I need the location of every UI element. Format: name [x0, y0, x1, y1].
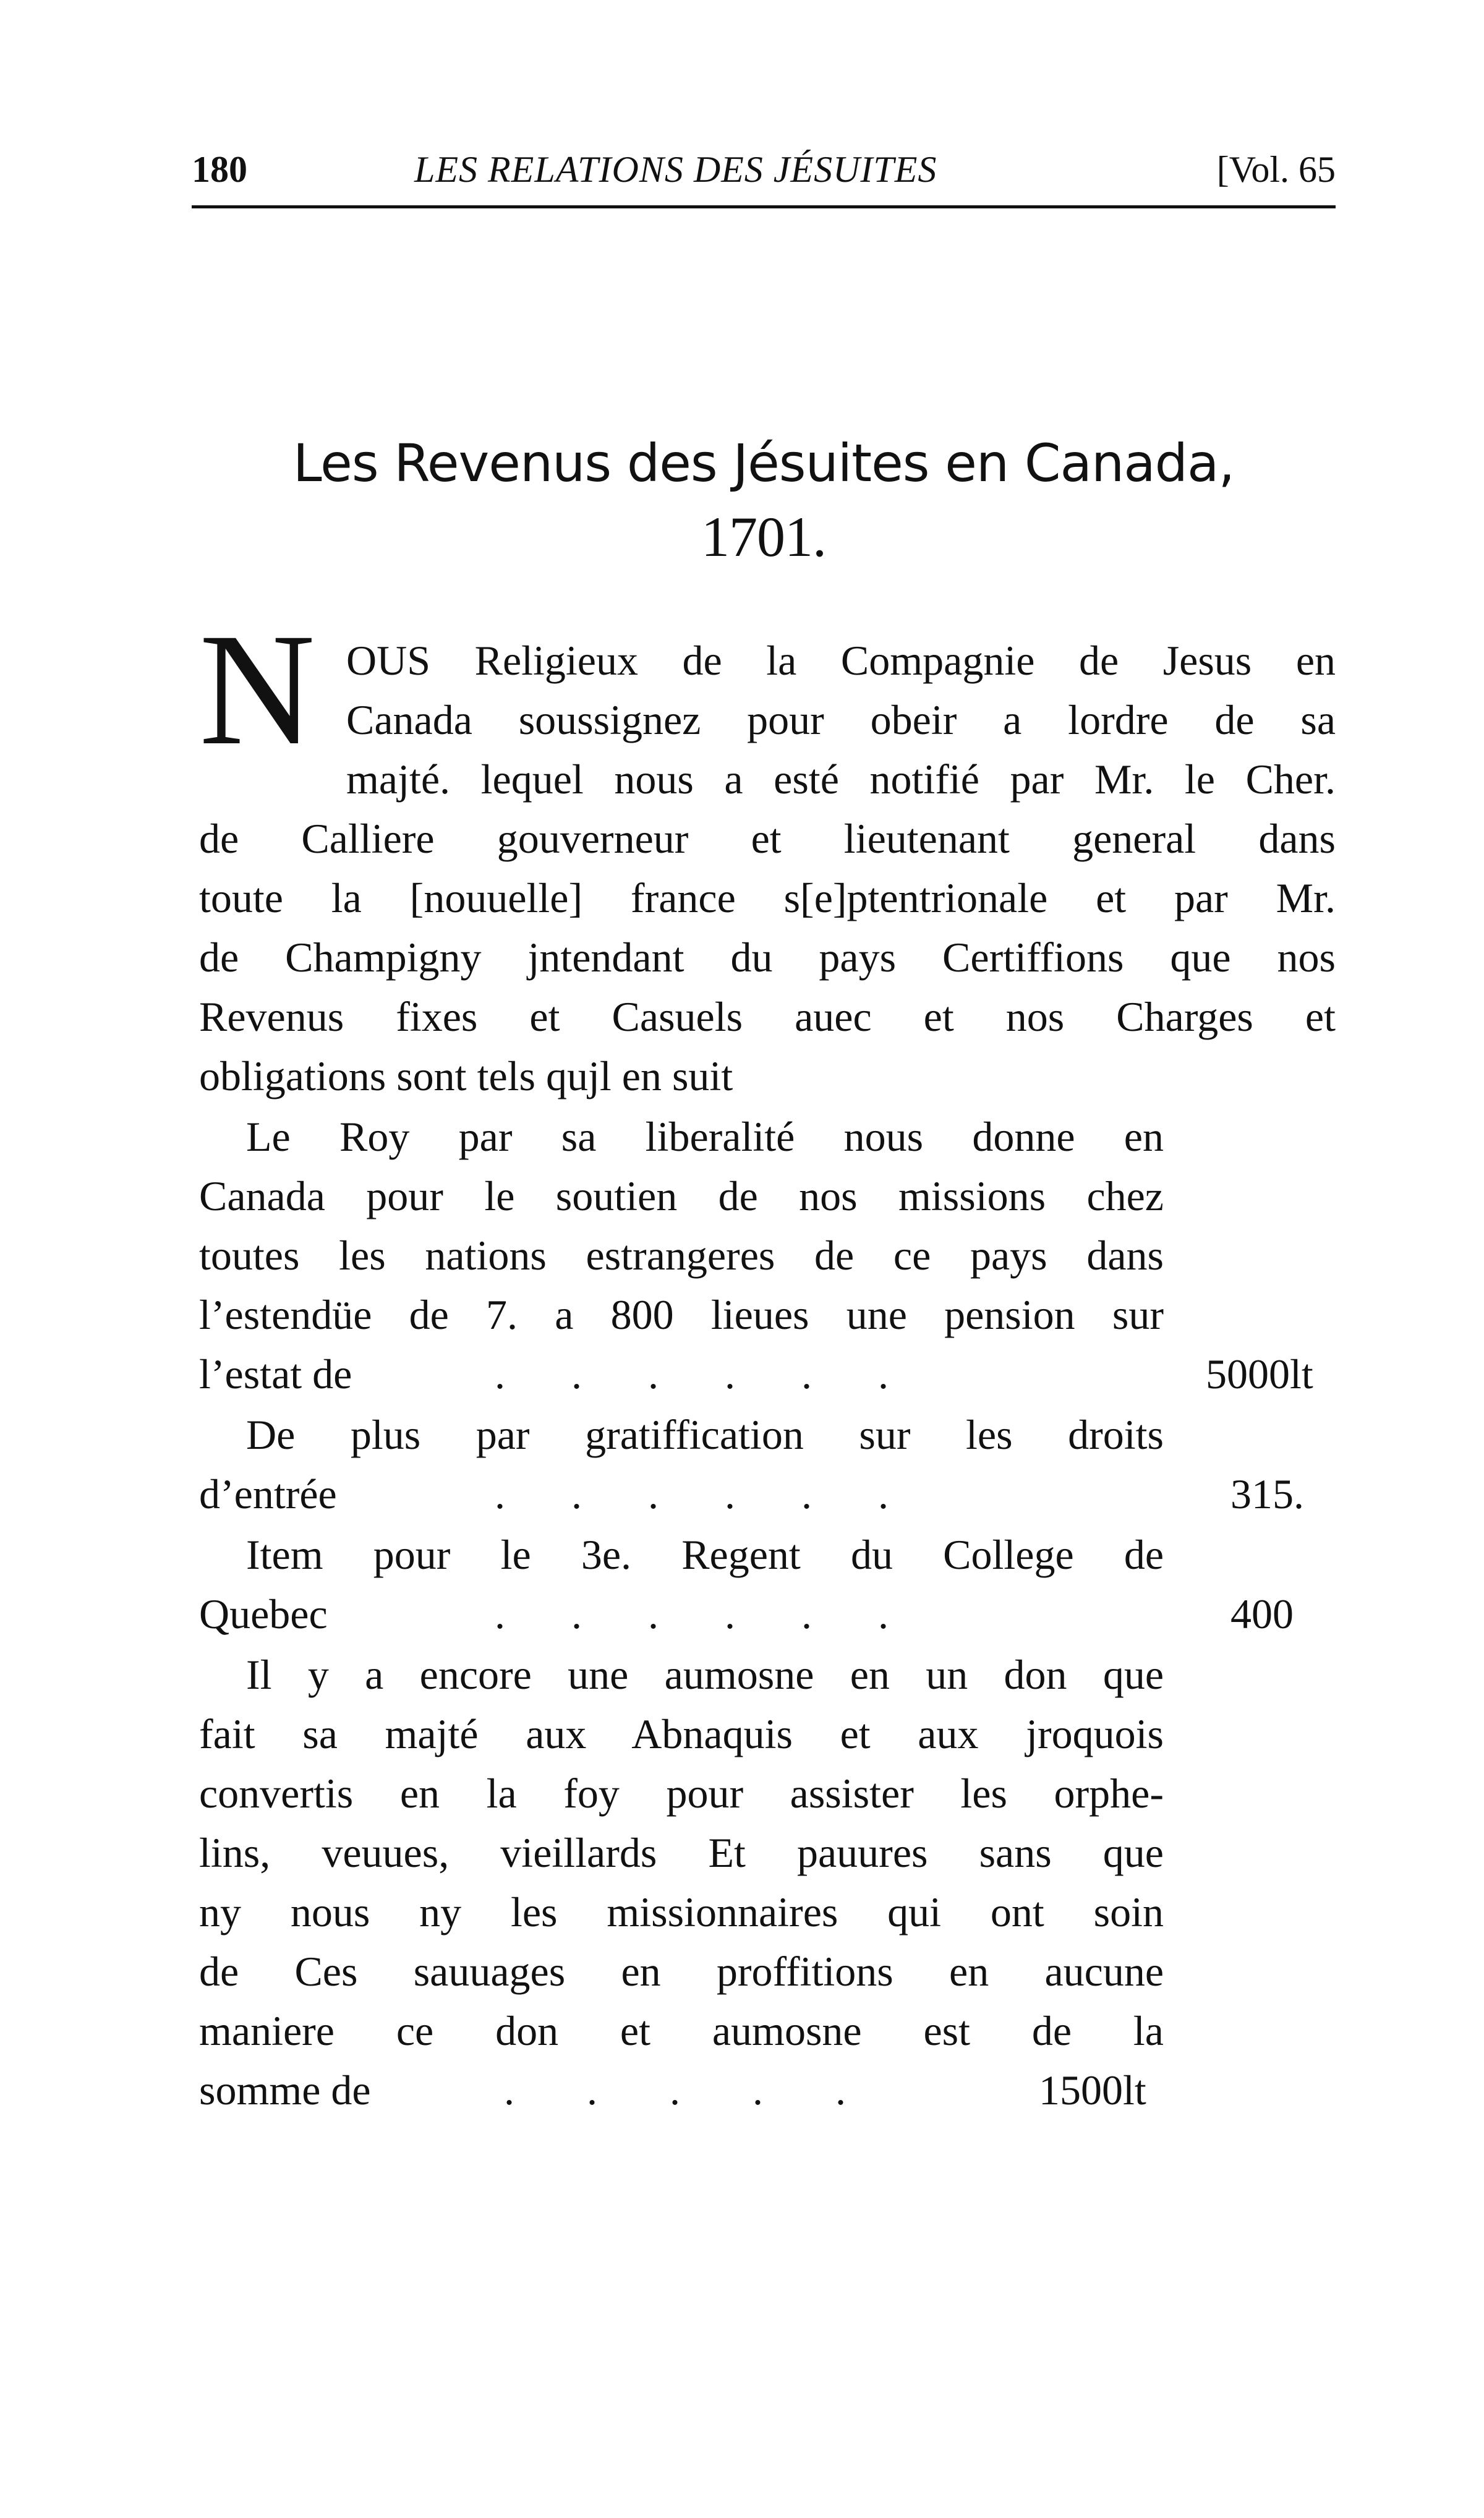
- amount-value: 1500lt: [1039, 2067, 1146, 2114]
- text-line: Revenus fixes et Casuels auec et nos Charges et: [199, 993, 1336, 1040]
- amount-value: 5000lt: [1206, 1351, 1313, 1398]
- text-line: Le Roy par sa liberalité nous donne en: [246, 1113, 1164, 1160]
- text-line: OUS Religieux de la Compagnie de Jesus en: [346, 637, 1336, 684]
- text-line: convertis en la foy pour assister les orphe-: [199, 1770, 1164, 1817]
- document-year: 1701.: [701, 505, 826, 568]
- text-line: toutes les nations estrangeres de ce pays dans: [199, 1232, 1164, 1279]
- amount-value: 315.: [1230, 1470, 1304, 1517]
- drop-cap: N: [199, 600, 315, 779]
- text-line: ny nous ny les missionnaires qui ont soin: [199, 1889, 1164, 1935]
- running-head: [192, 142, 1336, 198]
- text-line: somme de: [199, 2067, 371, 2114]
- page-number: 180: [192, 149, 247, 190]
- text-line: Item pour le 3e. Regent du College de: [246, 1531, 1164, 1578]
- text-line: d’entrée: [199, 1470, 337, 1517]
- text-line: Quebec: [199, 1590, 328, 1637]
- text-line: majté. lequel nous a esté notifié par Mr. le Cher.: [346, 756, 1336, 803]
- dot-leader: . . . . . .: [495, 1470, 889, 1517]
- document-title: Les Revenus des Jésuites en Canada,: [292, 433, 1235, 493]
- text-line: l’estendüe de 7. a 800 lieues une pension sur: [199, 1291, 1164, 1338]
- text-line: de Ces sauuages en proffitions en aucune: [199, 1948, 1164, 1995]
- amount-value: 400: [1230, 1590, 1294, 1637]
- text-line: lins, veuues, vieillards Et pauures sans que: [199, 1829, 1164, 1876]
- text-line: fait sa majté aux Abnaquis et aux jroquois: [199, 1710, 1164, 1757]
- text-line: Canada soussignez pour obeir a lordre de sa: [346, 696, 1336, 743]
- running-title: LES RELATIONS DES JÉSUITES: [414, 149, 937, 190]
- text-line: de Calliere gouverneur et lieutenant general dans: [199, 815, 1336, 862]
- dot-leader: . . . . .: [504, 2067, 846, 2114]
- text-line: De plus par gratiffication sur les droits: [246, 1411, 1164, 1458]
- text-line: de Champigny jntendant du pays Certiffions que nos: [199, 934, 1336, 981]
- volume-label: [Vol. 65: [1216, 149, 1336, 190]
- text-line: toute la [nouuelle] france s[e]ptentrionale et par Mr.: [199, 874, 1336, 921]
- dot-leader: . . . . . .: [495, 1351, 889, 1398]
- dot-leader: . . . . . .: [495, 1590, 889, 1637]
- text-line: maniere ce don et aumosne est de la: [199, 2007, 1164, 2054]
- header-rule: [192, 205, 1336, 208]
- text-line: Canada pour le soutien de nos missions chez: [199, 1172, 1164, 1219]
- text-line: l’estat de: [199, 1351, 352, 1398]
- text-line: obligations sont tels qujl en suit: [199, 1052, 733, 1099]
- text-line: Il y a encore une aumosne en un don que: [246, 1651, 1164, 1698]
